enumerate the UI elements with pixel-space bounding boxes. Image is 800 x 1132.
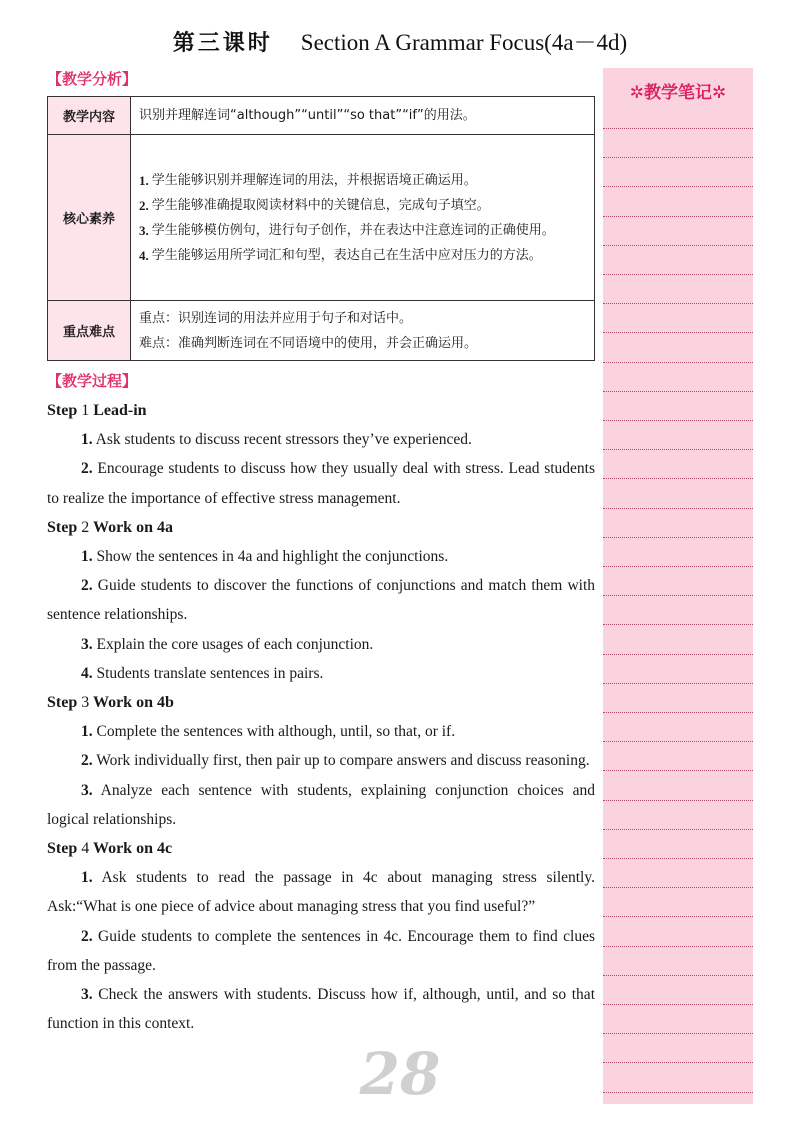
note-line [603,1004,753,1005]
note-line [603,712,753,713]
note-line [603,391,753,392]
note-line [603,654,753,655]
row-label: 核心素养 [48,135,131,301]
table-row [48,301,595,361]
note-line [603,887,753,888]
note-line [603,975,753,976]
notes-title: ✲教学笔记✲ [629,83,727,103]
note-line [603,741,753,742]
teaching-process [47,396,595,1038]
step-paragraph: 3. Explain the core usages of each conjunction. [81,635,374,653]
note-line [603,537,753,538]
note-line [603,362,753,363]
row-content [131,301,595,361]
item-text: 学生能够模仿例句，进行句子创作，并在表达中注意连词的正确使用。 [151,222,555,238]
process-heading: 【教学过程】 [47,372,138,390]
note-line [603,332,753,333]
row-label: 教学内容 [48,97,131,135]
page-number: 28 [359,1040,441,1108]
note-line [603,508,753,509]
note-line [603,186,753,187]
row-label: 重点难点 [48,301,131,361]
row-content [131,135,595,301]
row-text: 重点：识别连词的用法并应用于句子和对话中。 [139,310,413,326]
step-paragraph: 2. Work individually first, then pair up to compare answers and discuss reasoning. [81,752,590,770]
note-line [603,566,753,567]
note-line [603,303,753,304]
note-line [603,683,753,684]
note-line [603,770,753,771]
item-number: 4. [139,247,149,263]
step-heading: Step 1 Lead-in [47,402,147,419]
note-line [603,1062,753,1063]
note-line [603,624,753,625]
lesson-title-cn: 第三课时 [172,31,273,56]
step-heading: Step 4 Work on 4c [47,840,173,858]
note-line [603,916,753,917]
step-paragraph: 1. Complete the sentences with although, until, so that, or if. [81,723,456,741]
step-paragraph: 3. Check the answers with students. Discuss how if, although, until, and so that function in this context. [47,986,595,1033]
item-text: 学生能够识别并理解连词的用法，并根据语境正确运用。 [151,172,477,188]
row-text: 难点：准确判断连词在不同语境中的使用，并会正确运用。 [139,335,478,351]
notes-column [603,68,753,1104]
item-text: 学生能够运用所学词汇和句型，表达自己在生活中应对压力的方法。 [151,247,542,263]
step-paragraph: 2. Guide students to complete the sentences in 4c. Encourage them to find clues from the passage. [47,927,595,974]
note-line [603,858,753,859]
step-paragraph: 1. Show the sentences in 4a and highlight the conjunctions. [81,548,449,566]
note-line [603,829,753,830]
item-number: 2. [139,197,149,213]
step-paragraph: 3. Analyze each sentence with students, explaining conjunction choices and logical relationships. [47,781,595,828]
note-line [603,478,753,479]
step-paragraph: 2. Encourage students to discuss how they usually deal with stress. Lead students to realize the importance of effective stress management. [47,460,595,507]
lesson-title [0,24,800,57]
analysis-heading: 【教学分析】 [47,70,138,88]
step-paragraph: 1. Ask students to read the passage in 4c about managing stress silently. Ask:“What is one piece of advice about managing stress that you find useful?” [47,869,595,916]
note-line [603,800,753,801]
note-line [603,128,753,129]
note-line [603,216,753,217]
step-heading: Step 3 Work on 4b [47,694,174,712]
step-paragraph: 1. Ask students to discuss recent stressors they’ve experienced. [81,431,472,449]
step-paragraph: 2. Guide students to discover the functions of conjunctions and match them with sentence relationships. [47,577,595,624]
step-heading: Step 2 Work on 4a [47,518,173,536]
note-line [603,1092,753,1093]
item-number: 3. [139,222,149,238]
table-row [48,97,595,135]
note-line [603,157,753,158]
row-text: 识别并理解连词“although”“until”“so that”“if”的用法。 [139,108,476,123]
table-row [48,135,595,301]
note-line [603,449,753,450]
note-line [603,274,753,275]
note-line [603,420,753,421]
step-paragraph: 4. Students translate sentences in pairs. [81,664,324,682]
item-text: 学生能够准确提取阅读材料中的关键信息，完成句子填空。 [151,197,490,213]
note-line [603,946,753,947]
analysis-table [47,96,595,361]
note-line [603,595,753,596]
row-content [131,97,595,135]
lesson-title-en: Section A Grammar Focus(4a－4d) [300,30,628,55]
note-line [603,1033,753,1034]
item-number: 1. [139,172,149,188]
note-line [603,245,753,246]
